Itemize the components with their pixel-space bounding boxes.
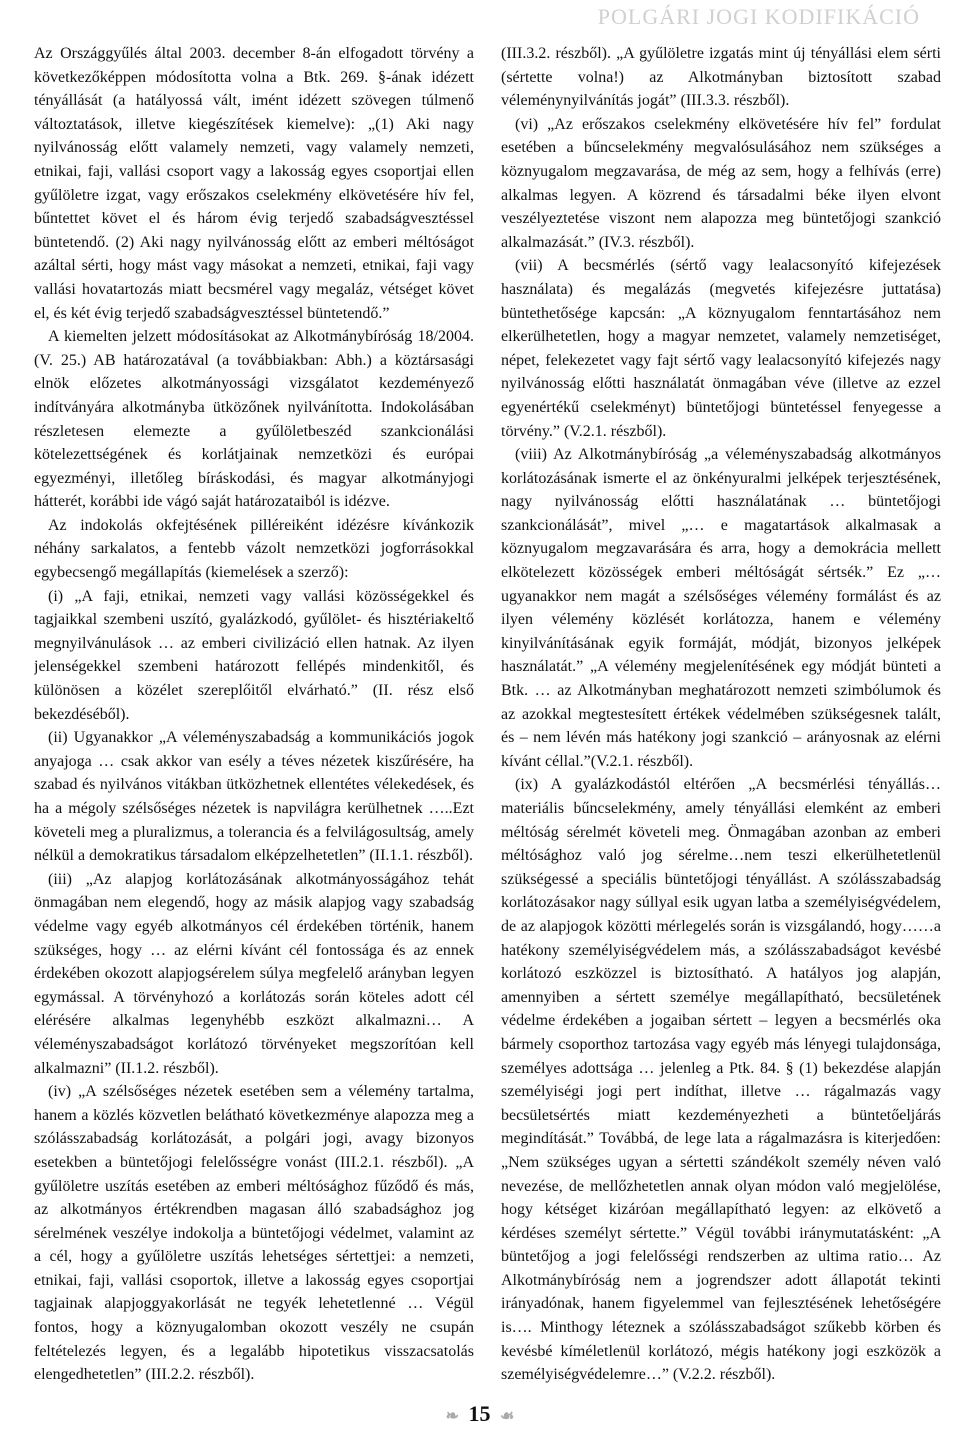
paragraph-point-iii: (iii) „Az alapjog korlátozásának alkotmányosságához tehát önmagában nem elegendő, hogy az másik alapjog vagy szabadság védelme vagy egyéb alkotmányos cél érdekében történik, hanem szükséges, hogy … az elérni kívánt cél fontossága és az ennek érdekében okozott alapjogsérelem súlya megfelelő arányban legyen egymással. A törvényhozó a korlátozás során köteles adott cél elérésére alkalmas legenyhébb eszközt alkalmazni… A véleményszabadságot korlátozó törvényeket megszorítóan kell alkalmazni” (II.1.2. részből).: [34, 870, 474, 1077]
running-head: POLGÁRI JOGI KODIFIKÁCIÓ: [597, 4, 920, 29]
paragraph-continuation: (III.3.2. részből). „A gyűlöletre izgatás mint új tényállási elem sérti (sértette volna!) az Alkotmányban biztosított szabad véleménynyilvánítás jogát” (III.3.3. részből).: [501, 45, 941, 110]
paragraph-point-iv: (iv) „A szélsőséges nézetek esetében sem a vélemény tartalma, hanem a közlés közvetlen belátható következménye alapozza meg a szólásszabadság korlátozását, a polgári jogi, avagy bizonyos esetekben a büntetőjogi felelősségre vonást (III.2.1. részből). „A gyűlöletre uszítás esetében az emberi méltósághoz fűződő és más, az alkotmányos értékrendben magasan álló szabadsághoz jog sérelmének veszélye indokolja a büntetőjogi védelmet, valamint az a cél, hogy a gyűlöletre uszítás lehetséges sértettjei: a nemzeti, etnikai, faji, vallási csoportok, illetve a lakosság egyes csoportjai tagjainak alapjoggyakorlását ne tegyék lehetetlenné … Végül fontos, hogy a köznyugalomban okozott veszély ne csupán feltételezés legyen, és a legalább hipotetikus visszacsatolás elengedhetetlen” (III.2.2. részből).: [34, 1083, 474, 1384]
ornament-left-icon: ❧: [445, 1408, 460, 1425]
paragraph-reasoning-intro: Az indokolás okfejtésének pilléreiként idézésre kívánkozik néhány sarkalatos, a fentebb vázolt nemzetközi jogforrásokkal egybecsengő megállapítás (kiemelések a szerző):: [34, 516, 474, 582]
paragraph-point-ii: (ii) Ugyanakkor „A véleményszabadság a kommunikációs jogok anyajoga … csak akkor van esély a téves nézetek kiszűrésére, ha szabad és nyilvános vitákban ütközhetnek ellentétes vélekedések, és ha a mégoly szélsőséges nézetek is napvilágra kerülhetnek …..Ezt követeli meg a pluralizmus, a tolerancia és a felvilágosultság, amely nélkül a demokratikus társadalom elképzelhetetlen” (II.1.1. részből).: [34, 729, 474, 865]
paragraph-point-viii: (viii) Az Alkotmánybíróság „a véleményszabadság alkotmányos korlátozásának ismerte el az önkényuralmi jelképek terjesztésének, nagy nyilvánosság előtti használatának … büntetőjogi szankcionálását”, mivel „… e magatartások alkalmasak a köznyugalom megzavarására és arra, hogy a demokrácia mellett elkötelezett közösségek emberi méltóságát sértsék.” Ez „… ugyanakkor nem magát a szélsőséges vélemény formálást és az ilyen vélemény közlését korlátozza, hanem e vélemény kinyilvánításának egyik formáját, módját, bizonyos jelképek használatát.” „A vélemény megjelenítésének egy módját bünteti a Btk. … az Alkotmányban meghatározott nemzeti szimbólumok és az azokkal megtestesített értékek védelmében szükségesnek talált, és – nem lévén más hatékony jogi szankció – arányosnak az elérni kívánt céllal.”(V.2.1. részből).: [501, 446, 941, 770]
paragraph-constitutional-court-decision: A kiemelten jelzett módosításokat az Alkotmánybíróság 18/2004. (V. 25.) AB határozatával (a továbbiakban: Abh.) a köztársasági elnök előzetes alkotmányossági vizsgálatot kezdeményező indítványára alkotmányba ütközőnek nyilvánította. Indokolásában részletesen elemezte a gyűlöletbeszéd szankcionálási kötelezettségének és korlátjainak nemzetközi és európai egyezményi, illetőleg bíráskodási, és magyar alkotmányjogi hátterét, korábbi ide vágó saját határozataiból is idézve.: [34, 328, 474, 511]
paragraph-point-vi: (vi) „Az erőszakos cselekmény elkövetésére hív fel” fordulat esetében a bűncselekmény megvalósulásához nem szükséges a köznyugalom megzavarása, de még az sem, hogy a felhívás (erre) alkalmas legyen. A közrend és társadalmi béke ilyen elvont veszélyeztetése viszont nem alapozza meg büntetőjogi szankció alkalmazását.” (IV.3. részből).: [501, 115, 941, 251]
paragraph-point-i: (i) „A faji, etnikai, nemzeti vagy vallási közösségekkel és tagjaikkal szembeni uszító, gyalázkodó, gyűlölet- és hisztériakeltő megnyilvánulások … az emberi civilizáció ellen hatnak. Az ilyen jelenségekkel szembeni határozott fellépés mindenkitől, és különösen a közélet szereplőitől elvárható.” (II. rész első bekezdéséből).: [34, 587, 474, 723]
page-body: [34, 42, 941, 1385]
paragraph-amendment: Az Országgyűlés által 2003. december 8-án elfogadott törvény a következőképpen módosította volna a Btk. 269. §-ának idézett tényállását (a hatályossá vált, imént idézett szövegen túlmenő változtatások, illetve kiegészítések kiemelve): „(1) Aki nagy nyilvánosság előtt valamely nemzeti, vagy valamely nemzeti, etnikai, faji, vallási csoport vagy a lakosság egyes csoportjai ellen gyűlöletre izgat, vagy erőszakos cselekmény elkövetésére hív fel, bűntettet követ el és három évig terjedő szabadságvesztéssel büntetendő. (2) Aki nagy nyilvánosság előtt az emberi méltóságot azáltal sérti, hogy mást vagy másokat a nemzeti, etnikai, faji vagy vallási hovatartozás miatt becsmérel vagy megaláz, vétséget követ el, és két évig terjedő szabadságvesztéssel büntetendő.”: [34, 45, 474, 322]
paragraph-point-vii: (vii) A becsmérlés (sértő vagy lealacsonyító kifejezések használata) és megalázás (megvetés kifejezésre juttatása) büntethetősége kapcsán: „A köznyugalom fenntartásához nem elkerülhetetlen, hogy a magyar nemzetet, valamely nemzetiséget, népet, felekezetet vagy fajt sértő vagy lealacsonyító kifejezés nagy nyilvánosság előtti használatát önmagában véve (illetve az ezzel egyenértékű cselekményt) büntetőjogi büntetéssel fenyegesse a törvény.” (V.2.1. részből).: [501, 257, 941, 440]
right-column: [501, 42, 941, 1385]
paragraph-point-ix: (ix) A gyalázkodástól eltérően „A becsmérlési tényállás… materiális bűncselekmény, amely tényállási elemként az emberi méltóság sérelmét követeli meg. Önmagában azonban az emberi méltósághoz való jog sérelme…nem teszi elkerülhetetlenül szükségessé a speciális büntetőjogi tényállást. A szólásszabadság korlátozásakor nagy súllyal esik ugyan latba a személyiségvédelem, de az alapjogok közötti mérlegelés során is vizsgálandó, hogy……a hatékony személyiségvédelem más, a szólásszabadságot kevésbé korlátozó eszközzel is biztosítható. A hatályos jog alapján, amennyiben a sértett személye megállapítható, becsületének védelme érdekében a jogaiban sértett – legyen a becsmérlés oka bármely csoporthoz tartozása vagy egyéb más lényegi tulajdonsága, személyes adottsága … jelenleg a Ptk. 84. § (1) bekezdése alapján személyiségi jogi pert indíthat, illetve … rágalmazás vagy becsületsértés miatt kezdeményezheti a büntetőeljárás megindítását.” Továbbá, de lege lata a rágalmazásra is kiterjedően: „Nem szükséges ugyan a sértetti szándékolt személy néven való nevezése, de mellőzhetetlen annak olyan módon való megjelölése, hogy kétséget kizáróan megállapítható legyen: az elkövető a kérdéses személyt sértette.” Végül további iránymutatásként: „A büntetőjog a jogi felelősségi rendszerben az ultima ratio… Az Alkotmánybíróság nem a jogrendszer adott állapotát tekinti irányadónak, hanem figyelemmel van fejlesztésének lehetőségére is…. Minthogy léteznek a szólásszabadságot szűkebb körben és kevésbé kíméletlenül korlátozó, mégis hatékony jogi eszközök a személyiségvédelemre…” (V.2.2. részből).: [501, 776, 941, 1384]
page-number: 15: [468, 1401, 491, 1426]
page-footer: [0, 1401, 960, 1427]
left-column: [34, 42, 474, 1385]
ornament-right-icon: ☙: [500, 1408, 515, 1425]
